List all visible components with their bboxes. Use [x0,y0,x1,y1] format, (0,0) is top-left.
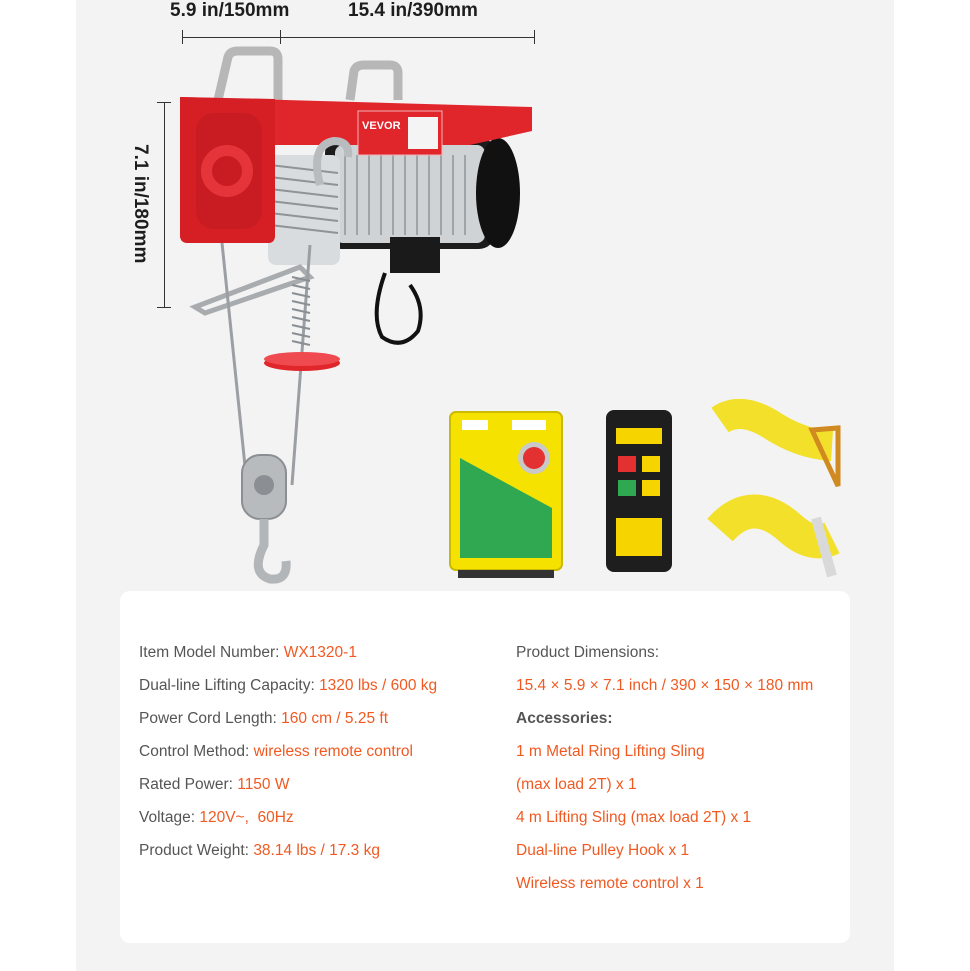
spec-cord-length: Power Cord Length: 160 cm / 5.25 ft [139,710,389,727]
lifting-sling-icon [720,414,838,486]
accessories-image [440,398,850,583]
width-dimension-line [182,37,280,38]
length-dimension-line [280,37,534,38]
spec-dimensions-label: Product Dimensions: [516,644,660,661]
accessories-heading: Accessories: [516,710,613,727]
start-button-icon [618,480,636,496]
spec-capacity: Dual-line Lifting Capacity: 1320 lbs / 600 kg [139,677,438,694]
accessory-item: (max load 2T) x 1 [516,776,637,793]
width-tick-left [182,30,183,44]
brand-logo: VEVOR [362,120,401,132]
stop-button-icon [618,456,636,472]
spec-voltage: Voltage: 120V~, 60Hz [139,809,294,826]
accessory-item: 4 m Lifting Sling (max load 2T) x 1 [516,809,752,826]
width-tick-right [280,30,281,44]
accessory-item: 1 m Metal Ring Lifting Sling [516,743,705,760]
spec-model: Item Model Number: WX1320-1 [139,644,357,661]
emergency-stop-icon [523,447,545,469]
spec-rated-power: Rated Power: 1150 W [139,776,290,793]
length-tick-right [534,30,535,44]
flat-sling-icon [720,511,832,576]
spec-control-method: Control Method: wireless remote control [139,743,413,760]
width-dimension-label: 5.9 in/150mm [170,0,290,21]
spec-weight: Product Weight: 38.14 lbs / 17.3 kg [139,842,380,859]
spec-dimensions-value: 15.4 × 5.9 × 7.1 inch / 390 × 150 × 180 mm [516,677,814,694]
accessory-item: Dual-line Pulley Hook x 1 [516,842,690,859]
accessory-item: Wireless remote control x 1 [516,875,704,892]
length-dimension-label: 15.4 in/390mm [348,0,478,21]
height-dimension-label: 7.1 in/180mm [130,144,151,264]
